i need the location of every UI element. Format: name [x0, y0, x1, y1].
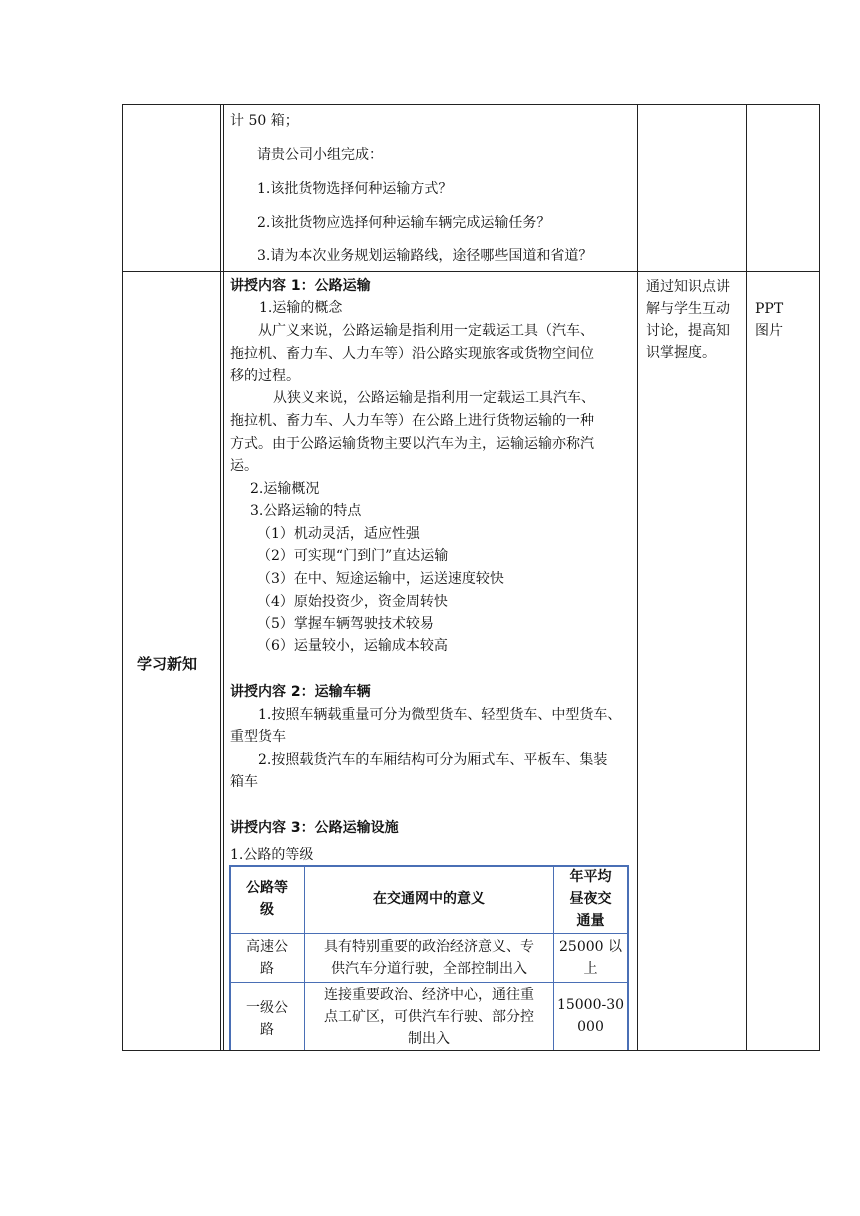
- header-text: 昼夜交: [569, 891, 612, 907]
- para-broad-line-3: 移的过程。: [230, 368, 300, 384]
- para-narrow-line-1: 从狭义来说，公路运输是指利用一定载运工具汽车、: [273, 390, 595, 406]
- road-grade-label: 1.公路的等级: [230, 847, 314, 863]
- table-header-traffic: [554, 866, 627, 932]
- table-row: [554, 936, 627, 980]
- cell-text: 15000-30: [556, 997, 625, 1013]
- feature-item: （3）在中、短途运输中，运送速度较快: [257, 571, 504, 587]
- section-label: 学习新知: [137, 655, 198, 673]
- cell-text: 上: [583, 961, 598, 977]
- top-cell-line-3: 1.该批货物选择何种运输方式？: [257, 181, 453, 197]
- resource-images: 图片: [755, 323, 783, 339]
- cell-text: 一级公: [246, 1000, 288, 1016]
- cell-text: 25000 以: [559, 939, 622, 955]
- heading-road-transport: 讲授内容 1：公路运输: [230, 278, 371, 294]
- para-narrow-line-2: 拖拉机、畜力车、人力车等）在公路上进行货物运输的一种: [230, 413, 594, 429]
- para-broad-line-1: 从广义来说，公路运输是指利用一定载运工具（汽车、: [258, 323, 594, 339]
- cell-text: 000: [577, 1019, 604, 1035]
- cell-text: 路: [260, 1022, 274, 1038]
- table-row: [305, 984, 553, 1050]
- column-divider: [637, 104, 638, 1051]
- cell-text: 高速公: [246, 939, 288, 955]
- cell-text: 连接重要政治、经济中心，通往重: [324, 987, 534, 1003]
- para-narrow-line-3: 方式。由于公路运输货物主要以汽车为主，运输运输亦称汽: [230, 436, 594, 452]
- feature-item: （2）可实现“门到门”直达运输: [257, 548, 449, 564]
- item-road-features: 3.公路运输的特点: [250, 503, 362, 519]
- vehicle-line-2: 重型货车: [230, 729, 286, 745]
- table-row: [554, 994, 627, 1038]
- feature-item: （5）掌握车辆驾驶技术较易: [257, 616, 434, 632]
- activity-line-2: 解与学生互动: [646, 301, 730, 317]
- top-cell-line-4: 2.该批货物应选择何种运输车辆完成运输任务？: [257, 215, 551, 231]
- table-row-divider: [229, 982, 629, 983]
- table-row: [231, 997, 303, 1041]
- cell-text: 具有特别重要的政治经济意义、专: [324, 939, 534, 955]
- cell-text: 制出入: [408, 1031, 450, 1047]
- cell-text: 点工矿区，可供汽车行驶、部分控: [324, 1009, 534, 1025]
- activity-line-4: 识掌握度。: [646, 345, 716, 361]
- activity-line-1: 通过知识点讲: [646, 279, 730, 295]
- vehicle-line-4: 箱车: [230, 774, 258, 790]
- cell-text: 路: [260, 961, 274, 977]
- feature-item: （4）原始投资少，资金周转快: [257, 594, 448, 610]
- column-divider: [220, 104, 221, 1051]
- header-text: 年平均: [569, 869, 612, 885]
- feature-item: （6）运量较小，运输成本较高: [257, 638, 448, 654]
- column-divider: [223, 104, 224, 1051]
- column-divider: [746, 104, 747, 1051]
- top-cell-line-5: 3.请为本次业务规划运输路线，途径哪些国道和省道？: [257, 248, 593, 264]
- heading-vehicles: 讲授内容 2：运输车辆: [230, 684, 371, 700]
- activity-line-3: 讨论，提高知: [646, 323, 730, 339]
- feature-item: （1）机动灵活，适应性强: [257, 526, 420, 542]
- top-cell-line-1: 计 50 箱；: [230, 113, 299, 129]
- row-divider: [122, 271, 820, 272]
- para-broad-line-2: 拖拉机、畜力车、人力车等）沿公路实现旅客或货物空间位: [230, 346, 594, 362]
- table-row: [305, 936, 553, 980]
- item-transport-overview: 2.运输概况: [250, 481, 320, 497]
- para-narrow-line-4: 运。: [230, 458, 258, 474]
- table-header-grade: [231, 877, 303, 921]
- header-text: 在交通网中的意义: [373, 891, 485, 907]
- cell-text: 供汽车分道行驶，全部控制出入: [331, 961, 527, 977]
- heading-facilities: 讲授内容 3：公路运输设施: [230, 820, 399, 836]
- table-row: [231, 936, 303, 980]
- table-header-meaning: [305, 888, 553, 910]
- header-text: 级: [260, 902, 274, 918]
- item-transport-concept: 1.运输的概念: [259, 300, 343, 316]
- table-row-divider: [229, 933, 629, 934]
- vehicle-line-3: 2.按照载货汽车的车厢结构可分为厢式车、平板车、集装: [258, 752, 608, 768]
- top-cell-line-2: 请贵公司小组完成：: [257, 147, 383, 163]
- resource-ppt: PPT: [755, 301, 784, 317]
- header-text: 通量: [576, 913, 605, 929]
- header-text: 公路等: [246, 880, 288, 896]
- vehicle-line-1: 1.按照车辆载重量可分为微型货车、轻型货车、中型货车、: [258, 707, 622, 723]
